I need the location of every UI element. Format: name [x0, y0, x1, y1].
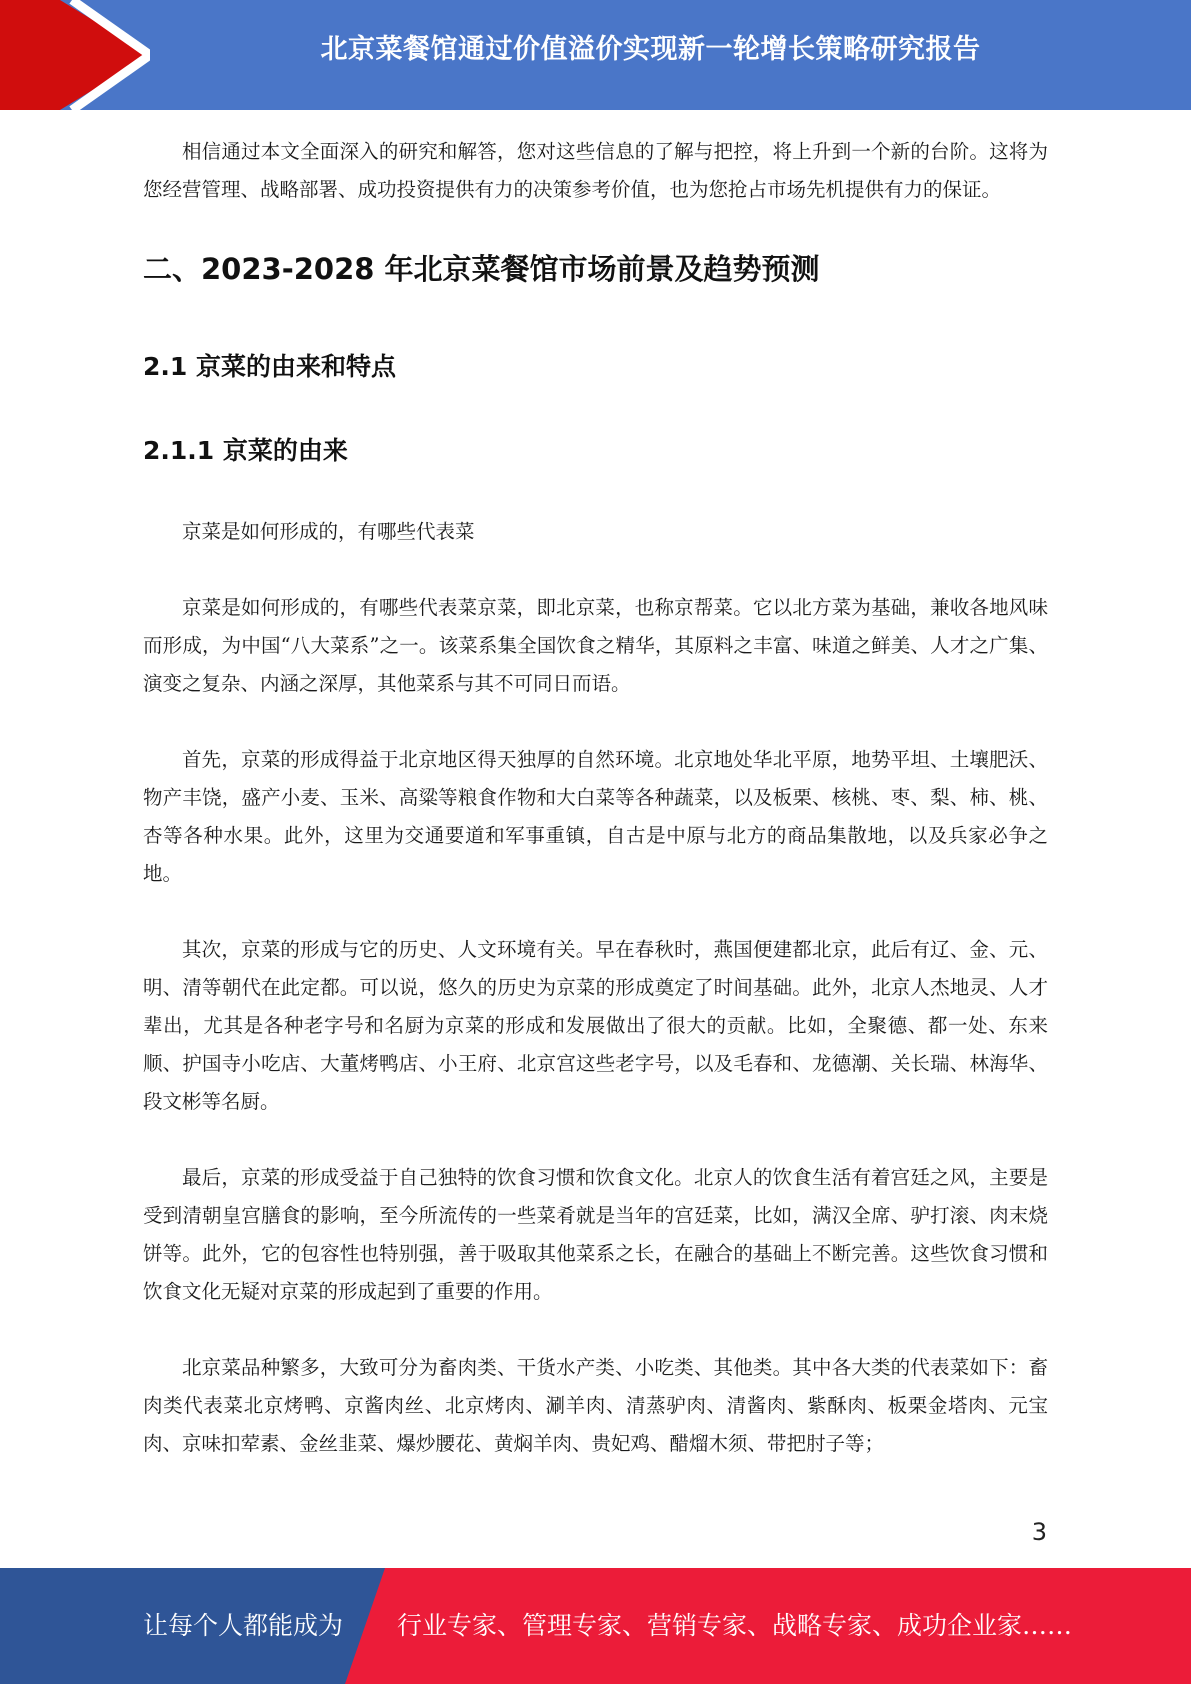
intro-paragraph: 相信通过本文全面深入的研究和解答，您对这些信息的了解与把控，将上升到一个新的台阶。这将为您经营管理、战略部署、成功投资提供有力的决策参考价值，也为您抢占市场先机提供有力的保证。: [143, 140, 1048, 201]
paragraph-history: 其次，京菜的形成与它的历史、人文环境有关。早在春秋时，燕国便建都北京，此后有辽、金、元、明、清等朝代在此定都。可以说，悠久的历史为京菜的形成奠定了时间基础。此外，北京人杰地灵、人才辈出，尤其是各种老字号和名厨为京菜的形成和发展做出了很大的贡献。比如，全聚德、都一处、东来顺、护国寺小吃店、大董烤鸭店、小王府、北京宫这些老字号，以及毛春和、龙德潮、关长瑞、林海华、段文彬等名厨。: [143, 938, 1048, 1113]
page-footer: [0, 1568, 1191, 1684]
paragraph-culture: 最后，京菜的形成受益于自己独特的饮食习惯和饮食文化。北京人的饮食生活有着宫廷之风，主要是受到清朝皇宫膳食的影响，至今所流传的一些菜肴就是当年的宫廷菜，比如，满汉全席、驴打滚、肉末烧饼等。此外，它的包容性也特别强，善于吸取其他菜系之长，在融合的基础上不断完善。这些饮食习惯和饮食文化无疑对京菜的形成起到了重要的作用。: [143, 1166, 1048, 1303]
header-chevron-decoration: [0, 0, 150, 110]
page-header: [0, 0, 1191, 110]
paragraph-question: 京菜是如何形成的，有哪些代表菜: [182, 520, 475, 543]
paragraph-definition: 京菜是如何形成的，有哪些代表菜京菜，即北京菜，也称京帮菜。它以北方菜为基础，兼收各地风味而形成，为中国“八大菜系”之一。该菜系集全国饮食之精华，其原料之丰富、味道之鲜美、人才之广集、演变之复杂、内涵之深厚，其他菜系与其不可同日而语。: [143, 596, 1048, 695]
paragraph-environment: 首先，京菜的形成得益于北京地区得天独厚的自然环境。北京地处华北平原，地势平坦、土壤肥沃、物产丰饶，盛产小麦、玉米、高粱等粮食作物和大白菜等各种蔬菜，以及板栗、核桃、枣、梨、柿、桃、杏等各种水果。此外，这里为交通要道和军事重镇，自古是中原与北方的商品集散地，以及兵家必争之地。: [143, 748, 1048, 885]
page-number: 3: [1031, 1518, 1047, 1546]
paragraph-dishes: 北京菜品种繁多，大致可分为畜肉类、干货水产类、小吃类、其他类。其中各大类的代表菜如下：畜肉类代表菜北京烤鸭、京酱肉丝、北京烤肉、涮羊肉、清蒸驴肉、清酱肉、紫酥肉、板栗金塔肉、元宝肉、京味扣荤素、金丝韭菜、爆炒腰花、黄焖羊肉、贵妃鸡、醋熘木须、带把肘子等；: [143, 1356, 1048, 1455]
subsection-heading: 2.1 京菜的由来和特点: [143, 352, 396, 381]
section-heading: 二、2023-2028 年北京菜餐馆市场前景及趋势预测: [143, 252, 820, 286]
footer-slogan-right: 行业专家、管理专家、营销专家、战略专家、成功企业家……: [397, 1611, 1073, 1640]
report-title: 北京菜餐馆通过价值溢价实现新一轮增长策略研究报告: [320, 34, 981, 65]
subsubsection-heading: 2.1.1 京菜的由来: [143, 436, 348, 465]
document-body: [143, 133, 1048, 1463]
footer-slogan-left: 让每个人都能成为: [143, 1611, 344, 1640]
